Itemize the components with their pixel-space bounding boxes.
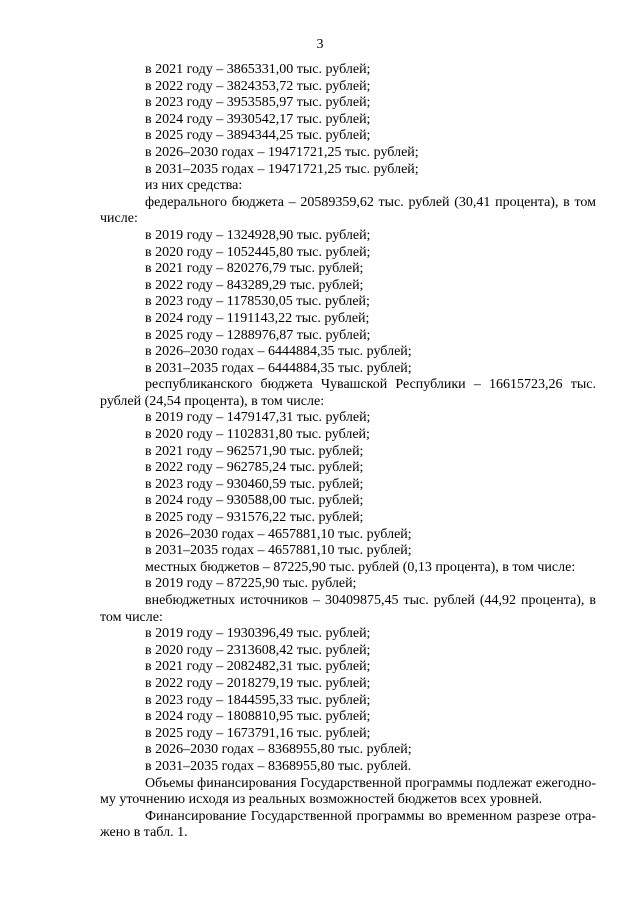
text-line: в 2019 году – 87225,90 тыс. рублей; — [145, 576, 357, 592]
text-line: в 2019 году – 1324928,90 тыс. рублей; — [145, 227, 371, 243]
text-line: в 2026–2030 годах – 4657881,10 тыс. рублей; — [145, 526, 412, 542]
text-line: в 2019 году – 1930396,49 тыс. рублей; — [145, 626, 371, 642]
document-body — [100, 62, 596, 842]
text-line: в 2022 году – 843289,29 тыс. рублей; — [145, 277, 364, 293]
text-line: в 2026–2030 годах – 8368955,80 тыс. рублей; — [145, 742, 412, 758]
text-line: в 2025 году – 931576,22 тыс. рублей; — [145, 510, 364, 526]
text-line: в 2024 году – 3930542,17 тыс. рублей; — [145, 111, 371, 127]
text-line: му уточнению исходя из реальных возможностей бюджетов всех уровней. — [100, 792, 543, 808]
text-line: в 2031–2035 годах – 4657881,10 тыс. рублей; — [145, 543, 412, 559]
text-line: жено в табл. 1. — [100, 825, 188, 841]
text-line: Объемы финансирования Государственной программы подлежат ежегодно- — [145, 775, 596, 791]
text-line: в 2020 году – 2313608,42 тыс. рублей; — [145, 642, 371, 658]
text-line: внебюджетных источников – 30409875,45 тыс. рублей (44,92 процента), в — [145, 593, 596, 608]
text-line: в 2024 году – 1191143,22 тыс. рублей; — [145, 310, 370, 326]
text-line: в 2025 году – 1673791,16 тыс. рублей; — [145, 725, 371, 741]
text-line: рублей (24,54 процента), в том числе: — [100, 393, 325, 409]
text-line: в 2023 году – 930460,59 тыс. рублей; — [145, 476, 364, 492]
text-line: в 2025 году – 1288976,87 тыс. рублей; — [145, 327, 371, 343]
text-line: в 2021 году – 3865331,00 тыс. рублей; — [145, 62, 371, 77]
text-line: в 2019 году – 1479147,31 тыс. рублей; — [145, 410, 371, 426]
text-line: местных бюджетов – 87225,90 тыс. рублей (0,13 процента), в том числе: — [145, 559, 576, 575]
text-line: в 2023 году – 3953585,97 тыс. рублей; — [145, 95, 371, 111]
text-line: из них средства: — [145, 178, 243, 194]
text-line: в 2024 году – 1808810,95 тыс. рублей; — [145, 709, 371, 725]
text-line: в 2024 году – 930588,00 тыс. рублей; — [145, 493, 364, 509]
text-line: в 2031–2035 годах – 8368955,80 тыс. рублей. — [145, 758, 412, 774]
text-line: республиканского бюджета Чувашской Республики – 16615723,26 тыс. — [145, 377, 596, 393]
text-line: в 2021 году – 2082482,31 тыс. рублей; — [145, 659, 371, 675]
text-line: в 2031–2035 годах – 6444884,35 тыс. рублей; — [145, 360, 412, 376]
text-line: в 2031–2035 годах – 19471721,25 тыс. рублей; — [145, 161, 419, 177]
text-line: в 2023 году – 1178530,05 тыс. рублей; — [145, 294, 370, 310]
text-line: федерального бюджета – 20589359,62 тыс. рублей (30,41 процента), в том — [145, 194, 596, 210]
text-line: в 2022 году – 2018279,19 тыс. рублей; — [145, 675, 371, 691]
text-line: в 2020 году – 1052445,80 тыс. рублей; — [145, 244, 371, 260]
text-line: в 2025 году – 3894344,25 тыс. рублей; — [145, 128, 371, 144]
text-line: в 2022 году – 3824353,72 тыс. рублей; — [145, 78, 371, 94]
text-line: числе: — [100, 211, 138, 227]
text-line: в 2021 году – 820276,79 тыс. рублей; — [145, 261, 364, 277]
text-line: Финансирование Государственной программы во временном разрезе отра- — [145, 808, 596, 824]
text-line: том числе: — [100, 609, 163, 625]
page-number: 3 — [316, 37, 324, 52]
text-line: в 2023 году – 1844595,33 тыс. рублей; — [145, 692, 371, 708]
text-line: в 2026–2030 годах – 19471721,25 тыс. рублей; — [145, 144, 419, 160]
text-line: в 2020 году – 1102831,80 тыс. рублей; — [145, 427, 370, 443]
text-line: в 2021 году – 962571,90 тыс. рублей; — [145, 443, 364, 459]
text-line: в 2022 году – 962785,24 тыс. рублей; — [145, 460, 364, 476]
text-line: в 2026–2030 годах – 6444884,35 тыс. рублей; — [145, 344, 412, 360]
